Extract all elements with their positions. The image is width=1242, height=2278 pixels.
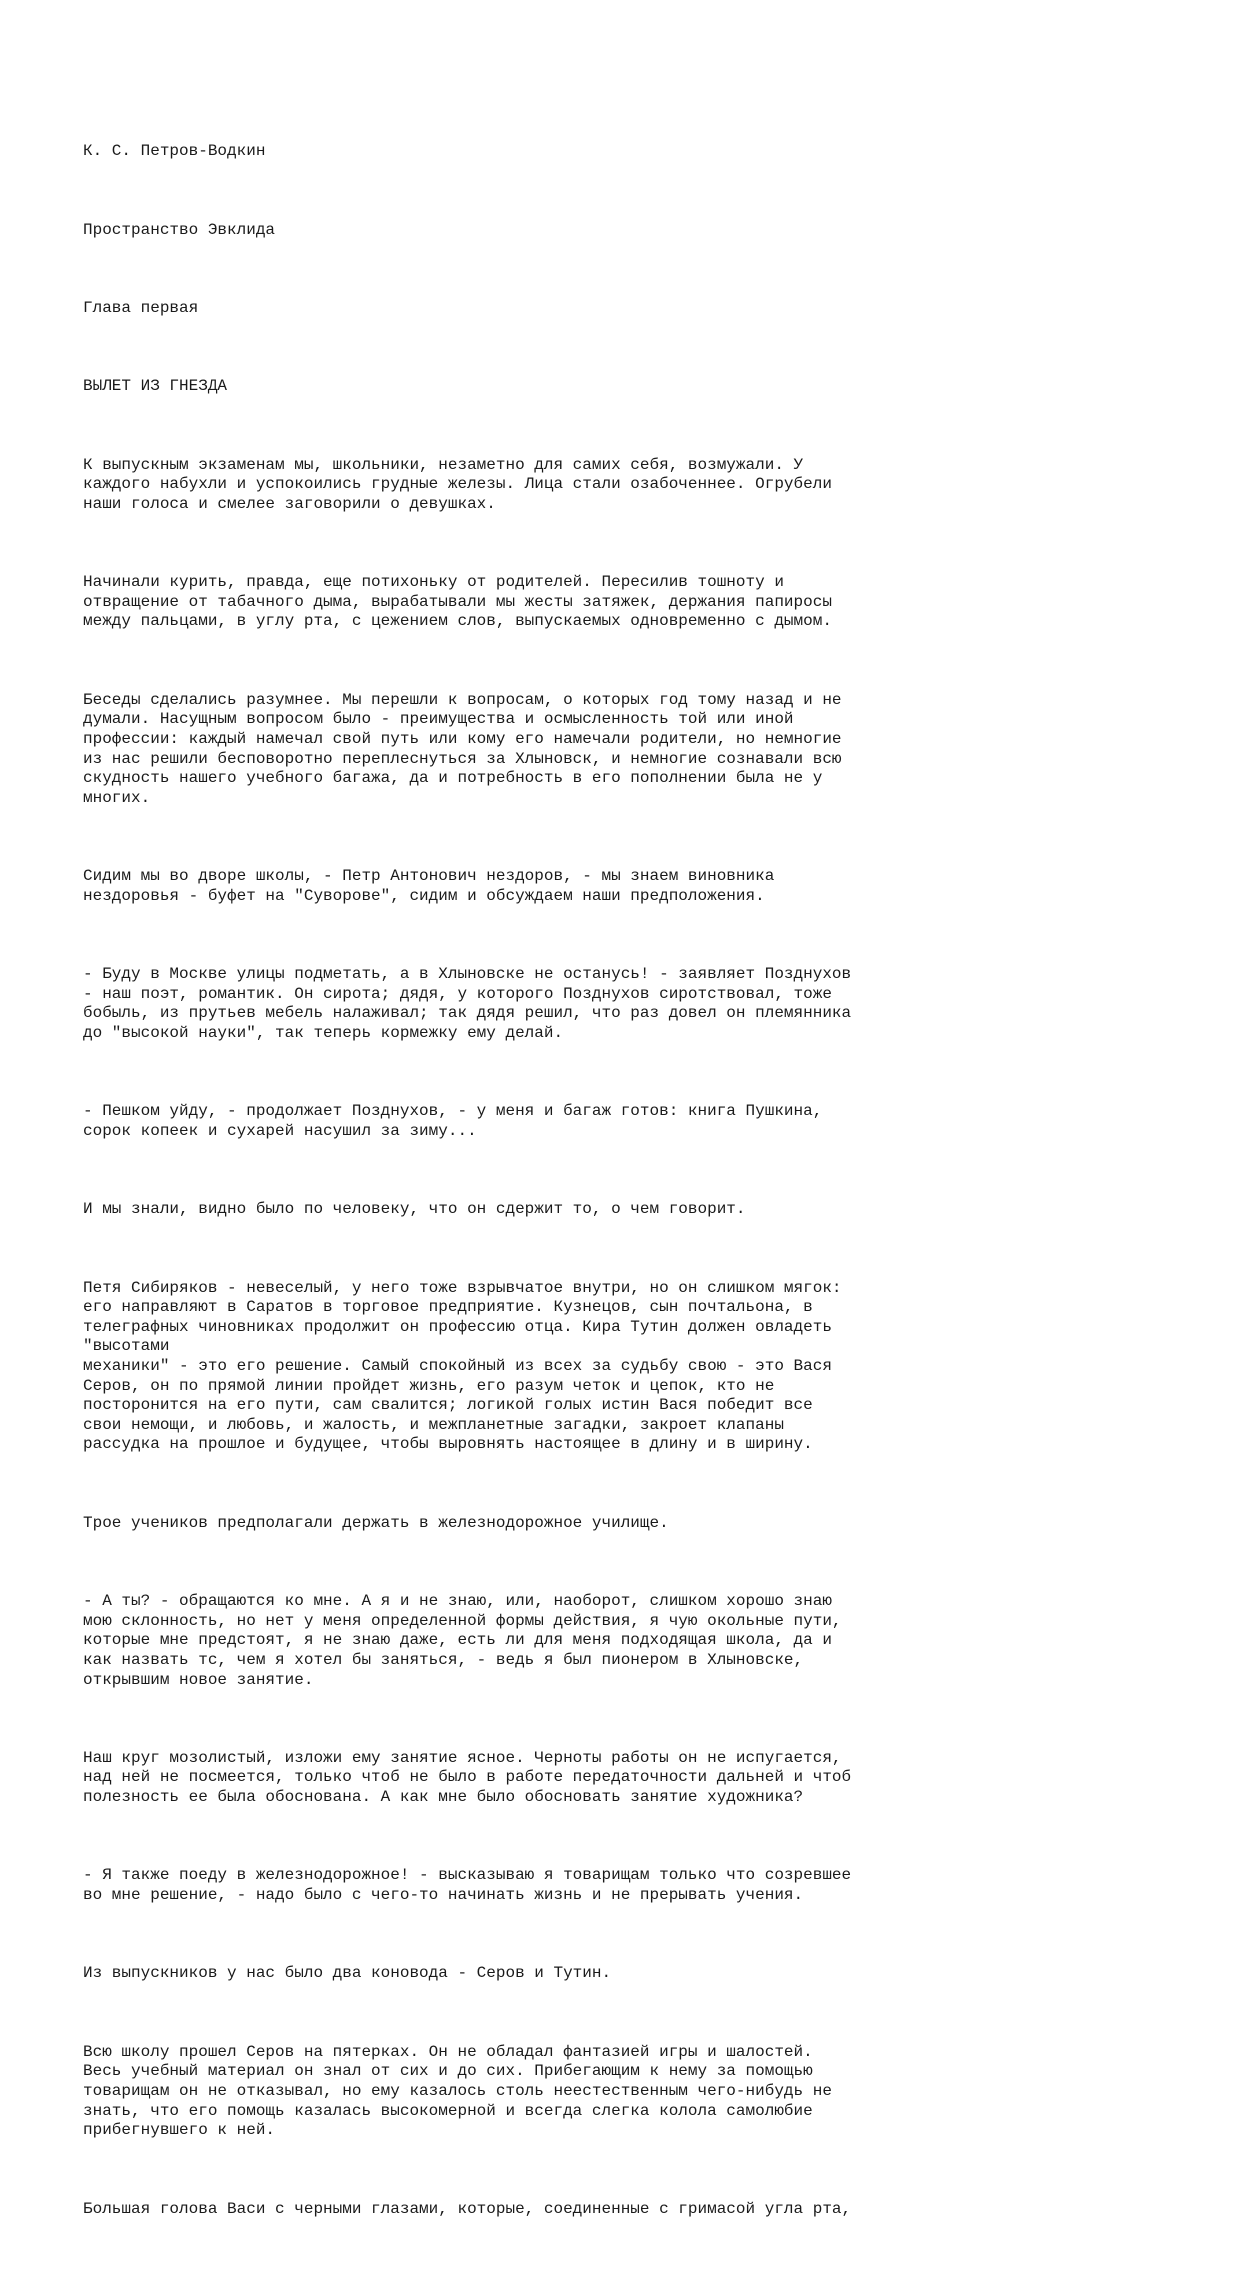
paragraph: - Я также поеду в железнодорожное! - высказываю я товарищам только что созревшее во мне решение, - надо было с чего-то начинать жизнь и не прерывать учения. xyxy=(83,1866,852,1905)
author-line: К. С. Петров-Водкин xyxy=(83,142,266,161)
section-heading: ВЫЛЕТ ИЗ ГНЕЗДА xyxy=(83,377,228,396)
book-title: Пространство Эвклида xyxy=(83,220,276,239)
chapter-heading: Глава первая xyxy=(83,298,199,317)
paragraph: Начинали курить, правда, еще потихоньку от родителей. Пересилив тошноту и отвращение от табачного дыма, вырабатывали мы жесты затяжек, держания папиросы между пальцами, в углу рта, с цежением слов, выпускаемых одновременно с дымом. xyxy=(83,573,832,631)
paragraph: Всю школу прошел Серов на пятерках. Он не обладал фантазией игры и шалостей. Весь учебный материал он знал от сих и до сих. Прибегающим к нему за помощью товарищам он не отказывал, но ему казалось столь неестественным чего-нибудь не знать, что его помощь казалась высокомерной и всегда слегка колола самолюбие прибегнувшего к ней. xyxy=(83,2042,832,2140)
document-text xyxy=(83,103,1043,2278)
paragraph: Наш круг мозолистый, изложи ему занятие ясное. Черноты работы он не испугается, над ней не посмеется, только чтоб не было в работе передаточности дальней и чтоб полезность ее была обоснована. А как мне было обосновать занятие художника? xyxy=(83,1748,852,1807)
paragraph: Трое учеников предполагали держать в железнодорожное училище. xyxy=(83,1513,669,1532)
paragraph: - Пешком уйду, - продолжает Позднухов, - у меня и багаж готов: книга Пушкина, сорок копеек и сухарей насушил за зиму... xyxy=(83,1102,823,1140)
paragraph: И мы знали, видно было по человеку, что он сдержит то, о чем говорит. xyxy=(83,1200,746,1219)
paragraph: - Буду в Москве улицы подметать, а в Хлыновске не останусь! - заявляет Позднухов - наш поэт, романтик. Он сирота; дядя, у которого Позднухов сиротствовал, тоже бобыль, из прутьев мебель налаживал; так дядя решил, что раз довел он племянника до "высокой науки", так теперь кормежку ему делай. xyxy=(83,965,852,1042)
paragraph: Сидим мы во дворе школы, - Петр Антонович нездоров, - мы знаем виновника нездоровья - буфет на "Суворове", сидим и обсуждаем наши предположения. xyxy=(83,867,775,905)
paragraph: К выпускным экзаменам мы, школьники, незаметно для самих себя, возмужали. У каждого набухли и успокоились грудные железы. Лица стали озабоченнее. Огрубели наши голоса и смелее заговорили о девушках. xyxy=(83,455,832,513)
paragraph: - А ты? - обращаются ко мне. А я и не знаю, или, наоборот, слишком хорошо знаю мою склонность, но нет у меня определенной формы действия, я чую окольные пути, которые мне предстоят, я не знаю даже, есть ли для меня подходящая школа, да и как назвать тс, чем я хотел бы заняться, - ведь я был пионером в Хлыновске, открывшим новое занятие. xyxy=(83,1592,842,1689)
paragraph: Большая голова Васи с черными глазами, которые, соединенные с гримасой угла рта, xyxy=(83,2199,852,2218)
paragraph: Петя Сибиряков - невеселый, у него тоже взрывчатое внутри, но он слишком мягок: его направляют в Саратов в торговое предприятие. Кузнецов, сын почтальона, в телеграфных чиновниках продолжит он профессию отца. Кира Тутин должен овладеть "высотами механики" - это его решение. Самый спокойный из всех за судьбу свою - это Вася Серов, он по прямой линии пройдет жизнь, его разум четок и цепок, кто не посторонится на его пути, сам свалится; логикой голых истин Вася победит все свои немощи, и любовь, и жалость, и межпланетные загадки, закроет клапаны рассудка на прошлое и будущее, чтобы выровнять настоящее в длину и в ширину. xyxy=(83,1278,842,1454)
paragraph: Беседы сделались разумнее. Мы перешли к вопросам, о которых год тому назад и не думали. Насущным вопросом было - преимущества и осмысленность той или иной профессии: каждый намечал свой путь или кому его намечали родители, но немногие из нас решили бесповоротно переплеснуться за Хлыновск, и немногие сознавали всю скудность нашего учебного багажа, да и потребность в его пополнении была не у многих. xyxy=(83,690,842,807)
paragraph: Из выпускников у нас было два коновода - Серов и Тутин. xyxy=(83,1964,612,1983)
